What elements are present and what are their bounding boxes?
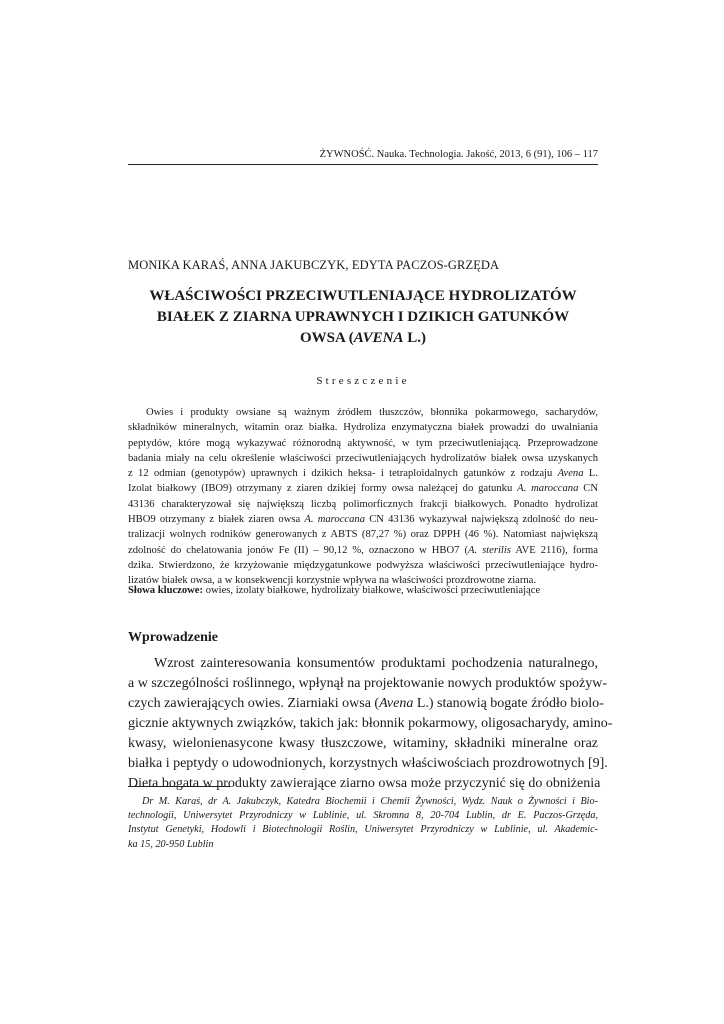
body-line: [128, 734, 598, 754]
abstract-line: [128, 481, 598, 496]
body-line: [128, 654, 598, 674]
running-header: [128, 149, 598, 165]
footnote-rule: [128, 786, 230, 787]
abstract-segment: lizatów białek owsa, a w konsekwencji korzystnie wpływa na właściwości prozdrowotne ziarna.: [128, 575, 537, 587]
abstract-line: [128, 436, 598, 451]
footnote-line: Instytut Genetyki, Hodowli i Biotechnologii Roślin, Uniwersytet Przyrodniczy w Lublinie, ul. Akademic-: [128, 824, 598, 836]
keywords-text: owies, izolaty białkowe, hydrolizaty białkowe, właściwości przeciwutleniające: [203, 585, 541, 596]
abstract-segment: Avena: [557, 468, 584, 480]
body-segment: Wzrost zainteresowania konsumentów produktami pochodzenia naturalnego,: [154, 656, 598, 671]
title-line-1: WŁAŚCIWOŚCI PRZECIWUTLENIAJĄCE HYDROLIZATÓW: [149, 288, 577, 304]
abstract-segment: CN: [578, 483, 598, 495]
body-line: [128, 674, 607, 694]
title-line-3-italic: AVENA: [353, 330, 404, 346]
abstract-segment: AVE 2116), forma: [510, 544, 598, 556]
abstract-segment: peptydów, które mogą wykazywać różnorodną aktywność, w tym przeciwutleniającą. Przeprowadzone: [128, 437, 598, 449]
abstract-segment: z 12 odmian (genotypów) uprawnych i dzikich heksa- i tetraploidalnych gatunków z rodzaju: [128, 468, 558, 480]
abstract-segment: A. maroccana: [517, 483, 579, 495]
abstract-line: [128, 512, 598, 527]
body-line: [128, 774, 601, 794]
abstract-segment: L.: [583, 468, 598, 480]
abstract-segment: składników mineralnych, witamin oraz białka. Hydroliza enzymatyczna białek prowadzi do uwalniania: [128, 422, 598, 434]
abstract-segment: tralizacji wolnych rodników generowanych z ABTS (87,27 %) oraz DPPH (46 %). Natomiast największą: [128, 529, 598, 541]
footnote-line: technologii, Uniwersytet Przyrodniczy w Lublinie, ul. Skromna 8, 20-704 Lublin, dr E. Paczos-Grzęda,: [128, 810, 598, 822]
abstract-line: [128, 451, 598, 466]
title-line-3-pre: OWSA (: [299, 330, 354, 346]
abstract-segment: A. maroccana: [304, 514, 365, 526]
body-segment: a w szczególności roślinnego, wpłynął na projektowanie nowych produktów spożyw-: [128, 676, 607, 691]
title-line-2: BIAŁEK Z ZIARNA UPRAWNYCH I DZIKICH GATUNKÓW: [156, 309, 570, 325]
keywords-label: Słowa kluczowe:: [128, 585, 204, 596]
body-segment: gicznie aktywnych związków, takich jak: błonnik pokarmowy, oligosacharydy, amino-: [128, 716, 613, 731]
footnote-line: Dr M. Karaś, dr A. Jakubczyk, Katedra Biochemii i Chemii Żywności, Wydz. Nauk o Żywności i Bio-: [142, 796, 598, 807]
body-segment: L.) stanowią bogate źródło biolo-: [413, 696, 604, 711]
abstract-segment: badania miały na celu określenie właściwości przeciwutleniających hydrolizatów białek owsa uzyskanych: [128, 452, 598, 464]
abstract-segment: CN 43136 wykazywał największą zdolność do neu-: [365, 514, 598, 526]
abstract-segment: zdolność do chelatowania jonów Fe (II) – 90,12 %, oznaczono w HBO7 (: [128, 544, 468, 556]
body-segment: kwasy, wielonienasycone kwasy tłuszczowe, witaminy, składniki mineralne oraz: [128, 736, 598, 751]
body-segment: Dieta bogata w produkty zawierające ziarno owsa może przyczynić się do obniżenia: [128, 776, 601, 791]
abstract-line: [128, 558, 598, 573]
abstract-segment: A. sterilis: [467, 544, 511, 556]
abstract-segment: Izolat białkowy (IBO9) otrzymany z ziaren dzikiej formy owsa należącej do gatunku: [128, 483, 518, 495]
keywords: [128, 585, 598, 596]
body-line: [128, 754, 608, 774]
author-list: MONIKA KARAŚ, ANNA JAKUBCZYK, EDYTA PACZOS-GRZĘDA: [128, 258, 500, 272]
author-affiliation-footnote: [128, 795, 598, 852]
abstract-segment: 43136 charakteryzował się największą liczbą polimorficznych frakcji białkowych. Ponadto hydrolizat: [128, 498, 598, 510]
body-segment: Avena: [379, 696, 414, 711]
title-line-3: [128, 328, 598, 349]
footnote-line: ka 15, 20-950 Lublin: [128, 838, 214, 850]
body-segment: czych zawierających owies. Ziarniaki owsa (: [128, 696, 380, 711]
body-paragraph: [128, 654, 613, 794]
title-line-3-post: L.): [403, 330, 426, 346]
abstract-text: [128, 405, 598, 589]
article-title: [128, 286, 598, 349]
abstract-heading: Streszczenie: [316, 375, 410, 387]
abstract-line: [128, 543, 598, 558]
journal-citation: ŻYWNOŚĆ. Nauka. Technologia. Jakość, 2013, 6 (91), 106 – 117: [319, 149, 598, 160]
body-line: [128, 694, 604, 714]
body-line: [128, 714, 613, 734]
abstract-line: [128, 497, 598, 512]
abstract-line: [128, 420, 598, 435]
section-heading: Wprowadzenie: [128, 630, 218, 645]
abstract-line: [128, 405, 598, 420]
abstract-segment: HBO9 otrzymany z białek ziaren owsa: [128, 514, 305, 526]
abstract-segment: Owies i produkty owsiane są ważnym źródłem tłuszczów, błonnika pokarmowego, sacharydów,: [146, 407, 598, 418]
abstract-line: [128, 527, 598, 542]
abstract-segment: dzika. Stwierdzono, że krzyżowanie międzygatunkowe podwyższa właściwości przeciwutleniające hydro-: [128, 559, 598, 571]
abstract-line: [128, 466, 598, 481]
body-segment: białka i peptydy o udowodnionych, korzystnych właściwościach prozdrowotnych [9].: [128, 756, 608, 771]
